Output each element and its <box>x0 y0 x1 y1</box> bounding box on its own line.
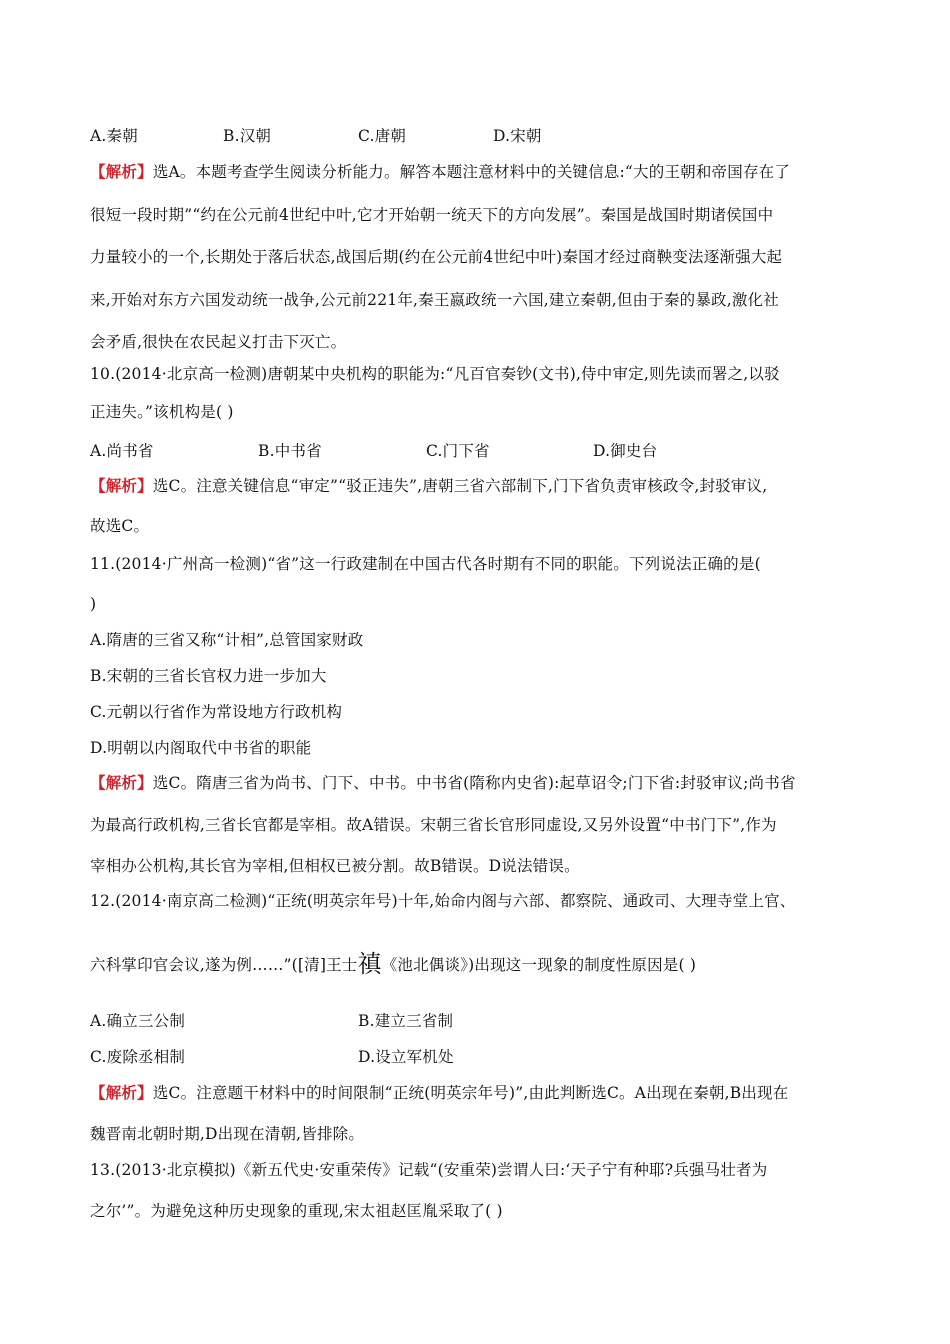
q12-option-d: D.设立军机处 <box>358 1048 454 1066</box>
q10-analysis-line-2: 故选C。 <box>90 517 150 535</box>
q9-analysis-line-5: 会矛盾,很快在农民起义打击下灭亡。 <box>90 333 347 351</box>
q12-stem-rare-char: 禛 <box>357 950 382 978</box>
q12-option-a: A.确立三公制 <box>90 1012 186 1030</box>
q11-analysis-text: 选C。隋唐三省为尚书、门下、中书。中书省(隋称内史省):起草诏令;门下省:封驳审议;尚书省 <box>152 774 796 792</box>
q12-analysis-line-1 <box>90 1083 788 1103</box>
analysis-tag: 【解析】 <box>90 476 153 495</box>
q10-stem-line-2: 正违失。”该机构是( ) <box>90 403 234 421</box>
analysis-tag: 【解析】 <box>90 773 153 792</box>
q10-option-a: A.尚书省 <box>90 442 154 460</box>
q9-analysis-line-4: 来,开始对东方六国发动统一战争,公元前221年,秦王嬴政统一六国,建立秦朝,但由于秦的暴政,激化社 <box>90 291 779 309</box>
q12-option-c: C.废除丞相制 <box>90 1048 186 1066</box>
q11-option-d: D.明朝以内阁取代中书省的职能 <box>90 739 312 757</box>
q9-analysis-text: 选A。本题考查学生阅读分析能力。解答本题注意材料中的关键信息:“大的王朝和帝国存在了 <box>152 163 791 181</box>
q9-option-d: D.宋朝 <box>493 127 542 145</box>
analysis-tag: 【解析】 <box>90 162 153 181</box>
q10-analysis-text: 选C。注意关键信息“审定”“驳正违失”,唐朝三省六部制下,门下省负责审核政令,封驳审议, <box>152 477 768 495</box>
analysis-tag: 【解析】 <box>90 1083 153 1102</box>
q9-option-c: C.唐朝 <box>358 127 407 145</box>
q12-analysis-line-2: 魏晋南北朝时期,D出现在清朝,皆排除。 <box>90 1125 365 1143</box>
q11-option-a: A.隋唐的三省又称“计相”,总管国家财政 <box>90 631 364 649</box>
q11-analysis-line-3: 宰相办公机构,其长官为宰相,但相权已被分割。故B错误。D说法错误。 <box>90 857 580 875</box>
q11-option-b: B.宋朝的三省长官权力进一步加大 <box>90 667 327 685</box>
q11-option-c: C.元朝以行省作为常设地方行政机构 <box>90 703 343 721</box>
q11-analysis-line-2: 为最高行政机构,三省长官都是宰相。故A错误。宋朝三省长官形同虚设,又另外设置“中书门下”,作为 <box>90 816 777 834</box>
q12-options-row-2 <box>90 1047 870 1067</box>
q9-analysis-line-3: 力量较小的一个,长期处于落后状态,战国后期(约在公元前4世纪中叶)秦国才经过商鞅变法逐渐强大起 <box>90 248 783 266</box>
q9-option-a: A.秦朝 <box>90 127 138 145</box>
q11-analysis-line-1 <box>90 773 796 793</box>
q12-options-row-1 <box>90 1011 870 1031</box>
q9-analysis-line-2: 很短一段时期”“约在公元前4世纪中叶,它才开始朝一统天下的方向发展”。秦国是战国时期诸侯国中 <box>90 206 774 224</box>
q11-stem-line-2: ) <box>90 595 97 613</box>
q10-option-c: C.门下省 <box>426 442 490 460</box>
q12-stem-part-c: 《池北偶谈》)出现这一现象的制度性原因是( ) <box>381 956 697 974</box>
q9-option-b: B.汉朝 <box>223 127 272 145</box>
q9-analysis-line-1 <box>90 162 790 182</box>
q11-stem-line-1: 11.(2014·广州高一检测)“省”这一行政建制在中国古代各时期有不同的职能。下列说法正确的是( <box>90 555 761 573</box>
q10-option-d: D.御史台 <box>593 442 658 460</box>
q9-options <box>90 126 870 146</box>
q13-stem-line-1: 13.(2013·北京模拟)《新五代史·安重荣传》记载“(安重荣)尝谓人曰:‘天子宁有种耶?兵强马壮者为 <box>90 1161 768 1179</box>
q12-analysis-text: 选C。注意题干材料中的时间限制“正统(明英宗年号)”,由此判断选C。A出现在秦朝,B出现在 <box>152 1084 789 1102</box>
q12-option-b: B.建立三省制 <box>358 1012 454 1030</box>
q12-stem-part-a: 六科掌印官会议,遂为例……”([清]王士 <box>90 956 358 974</box>
q10-analysis-line-1 <box>90 476 767 496</box>
q12-stem-line-1: 12.(2014·南京高二检测)“正统(明英宗年号)十年,始命内阁与六部、都察院、通政司、大理寺堂上官、 <box>90 892 796 910</box>
q10-stem-line-1: 10.(2014·北京高一检测)唐朝某中央机构的职能为:“凡百官奏钞(文书),侍中审定,则先读而署之,以驳 <box>90 365 780 383</box>
q10-options <box>90 441 870 461</box>
q10-option-b: B.中书省 <box>258 442 322 460</box>
q12-stem-line-2 <box>90 950 697 978</box>
q13-stem-line-2: 之尔’”。为避免这种历史现象的重现,宋太祖赵匡胤采取了( ) <box>90 1202 503 1220</box>
